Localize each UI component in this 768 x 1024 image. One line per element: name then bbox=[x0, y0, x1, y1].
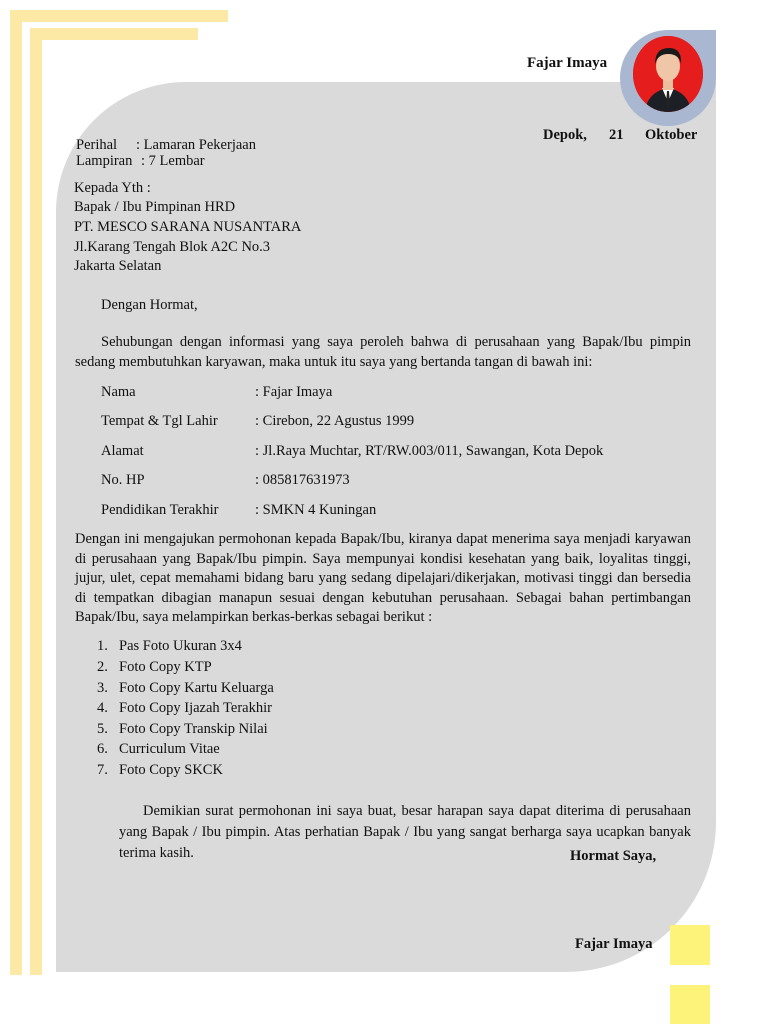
lampiran-label: Lampiran bbox=[76, 153, 133, 169]
decor-bar-left-2 bbox=[30, 28, 42, 975]
date-day: 21 bbox=[609, 127, 624, 143]
list-item: 7. Foto Copy SKCK bbox=[97, 762, 223, 778]
list-item: 1. Pas Foto Ukuran 3x4 bbox=[97, 638, 242, 654]
lampiran-value: : 7 Lembar bbox=[141, 153, 205, 169]
date-month: Oktober bbox=[645, 127, 698, 143]
perihal-value: : Lamaran Pekerjaan bbox=[136, 137, 256, 153]
profile-photo bbox=[633, 36, 703, 112]
list-item: 2. Foto Copy KTP bbox=[97, 659, 212, 675]
recipient-line-1: Kepada Yth : bbox=[74, 180, 151, 196]
recipient-line-4: Jl.Karang Tengah Blok A2C No.3 bbox=[74, 239, 271, 255]
detail-value-birth: : Cirebon, 22 Agustus 1999 bbox=[255, 413, 415, 429]
decor-square-1 bbox=[670, 925, 710, 965]
detail-label-address: Alamat bbox=[101, 443, 144, 459]
sender-name: Fajar Imaya bbox=[527, 55, 608, 71]
detail-value-name: : Fajar Imaya bbox=[255, 384, 333, 400]
detail-label-education: Pendidikan Terakhir bbox=[101, 502, 219, 518]
list-item: 3. Foto Copy Kartu Keluarga bbox=[97, 680, 274, 696]
detail-label-phone: No. HP bbox=[101, 472, 145, 488]
signoff: Hormat Saya, bbox=[570, 848, 657, 864]
list-item: 6. Curriculum Vitae bbox=[97, 741, 220, 757]
decor-bar-top-2 bbox=[30, 28, 198, 40]
decor-bar-top-1 bbox=[10, 10, 228, 22]
recipient-line-5: Jakarta Selatan bbox=[74, 258, 162, 274]
intro-paragraph: Sehubungan dengan informasi yang saya peroleh bahwa di perusahaan yang Bapak/Ibu pimpin sedang membutuhkan karyawan, maka untuk itu saya yang bertanda tangan di bawah ini: bbox=[75, 334, 691, 370]
signature-name: Fajar Imaya bbox=[575, 936, 653, 952]
perihal-label: Perihal bbox=[76, 137, 118, 153]
list-item: 5. Foto Copy Transkip Nilai bbox=[97, 721, 268, 737]
detail-value-address: : Jl.Raya Muchtar, RT/RW.003/011, Sawangan, Kota Depok bbox=[255, 443, 604, 459]
recipient-line-3: PT. MESCO SARANA NUSANTARA bbox=[74, 219, 302, 235]
recipient-line-2: Bapak / Ibu Pimpinan HRD bbox=[74, 199, 236, 215]
closing-paragraph: Demikian surat permohonan ini saya buat, besar harapan saya dapat diterima di perusahaan yang Bapak / Ibu pimpin. Atas perhatian Bapak / Ibu yang sangat berharga saya ucapkan banyak terima kasih. bbox=[119, 803, 691, 861]
decor-square-2 bbox=[670, 985, 710, 1024]
detail-value-education: : SMKN 4 Kuningan bbox=[255, 502, 377, 518]
detail-label-birth: Tempat & Tgl Lahir bbox=[101, 413, 218, 429]
body-paragraph: Dengan ini mengajukan permohonan kepada Bapak/Ibu, kiranya dapat menerima saya menjadi karyawan di perusahaan yang Bapak/Ibu pimpin. Saya mempunyai kondisi kesehatan yang baik, loyalitas tinggi, jujur, ulet, cepat memahami bidang baru yang sedang dipelajari/dikerjakan, motivasi tinggi dan bersedia di tempatkan dibagian manapun sesuai dengan kebutuhan perusahaan. Sebagai bahan pertimbangan Bapak/Ibu, saya melampirkan berkas-berkas sebagai berikut : bbox=[75, 531, 691, 626]
decor-bar-left-1 bbox=[10, 10, 22, 975]
detail-value-phone: : 085817631973 bbox=[255, 472, 350, 488]
list-item: 4. Foto Copy Ijazah Terakhir bbox=[97, 700, 272, 716]
greeting: Dengan Hormat, bbox=[101, 297, 198, 313]
detail-label-name: Nama bbox=[101, 384, 136, 400]
date-place: Depok, bbox=[543, 127, 587, 143]
